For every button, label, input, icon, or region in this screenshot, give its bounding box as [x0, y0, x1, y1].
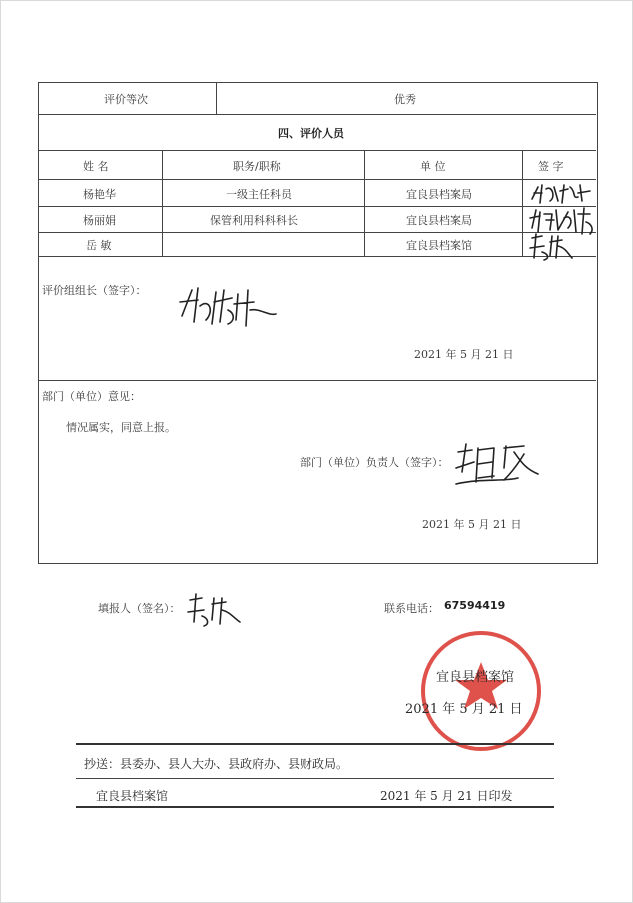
row-1-unit: 宜良县档案局	[406, 188, 472, 201]
col-divider	[522, 150, 523, 256]
section-title: 四、评价人员	[278, 127, 344, 140]
leader-label: 评价组组长（签字）：	[42, 284, 147, 297]
phone-label: 联系电话：	[384, 602, 439, 615]
footer-bottom-rule	[76, 806, 554, 808]
filler-label: 填报人（签名）：	[98, 602, 181, 615]
bottom-org: 宜良县档案馆	[96, 789, 169, 803]
header-unit: 单 位	[420, 160, 446, 173]
header-title: 职务/职称	[233, 160, 281, 173]
row-divider	[38, 380, 596, 381]
row-divider	[38, 256, 596, 257]
phone-value: 67594419	[444, 599, 506, 612]
col-divider	[364, 150, 365, 256]
leader-signature	[176, 280, 286, 330]
dept-head-signature	[452, 438, 550, 490]
row-2-title: 保管利用科科科长	[210, 214, 298, 227]
row-2-unit: 宜良县档案局	[406, 214, 472, 227]
issuer-org: 宜良县档案馆	[436, 670, 515, 685]
dept-head-label: 部门（单位）负责人（签字）：	[300, 456, 449, 469]
header-name: 姓 名	[83, 160, 109, 173]
col-divider	[162, 150, 163, 256]
official-seal	[418, 628, 544, 754]
dept-opinion: 情况属实，同意上报。	[66, 421, 176, 434]
dept-label: 部门（单位）意见：	[42, 390, 141, 403]
header-sign: 签 字	[538, 160, 564, 173]
signature-row-1	[528, 179, 596, 207]
dept-date: 2021 年 5 月 21 日	[422, 518, 522, 531]
row-divider	[38, 232, 596, 233]
leader-date: 2021 年 5 月 21 日	[414, 348, 514, 361]
row-3-name: 岳 敏	[86, 239, 112, 252]
row-divider	[38, 150, 596, 151]
grade-value: 优秀	[394, 93, 416, 106]
row-divider	[38, 114, 596, 115]
evaluation-table	[38, 82, 598, 564]
row-2-name: 杨丽娟	[83, 214, 116, 227]
bottom-date: 2021 年 5 月 21 日印发	[380, 789, 513, 803]
row-divider	[38, 206, 596, 207]
row-divider	[38, 179, 596, 180]
row-1-title: 一级主任科员	[226, 188, 292, 201]
cc-top-rule	[76, 743, 554, 745]
grade-label: 评价等次	[104, 93, 148, 106]
row-3-unit: 宜良县档案馆	[406, 239, 472, 252]
signature-row-3	[528, 230, 578, 262]
row-1-name: 杨艳华	[83, 188, 116, 201]
cc-bottom-rule	[76, 778, 554, 779]
filler-signature	[186, 590, 246, 628]
col-divider	[216, 82, 217, 114]
cc-line: 抄送：县委办、县人大办、县政府办、县财政局。	[84, 757, 349, 771]
issue-date: 2021 年 5 月 21 日	[405, 702, 523, 717]
